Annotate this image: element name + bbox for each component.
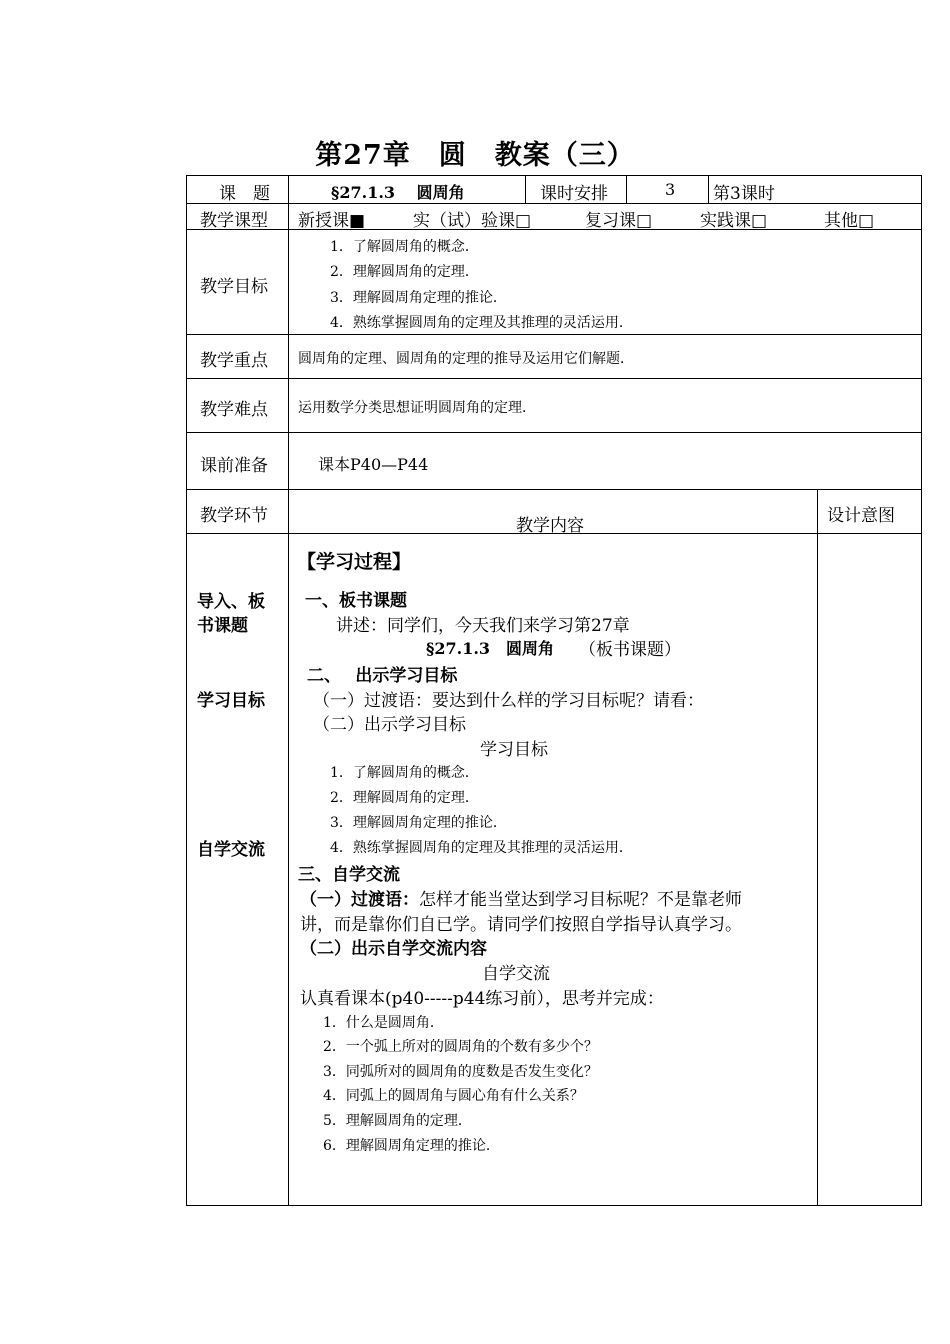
self-study-item: 6．理解圆周角定理的推论． <box>323 1138 500 1154</box>
page-title: 第27章 圆 教案（三） <box>315 140 635 171</box>
key-points-label: 教学重点 <box>200 351 268 371</box>
content-line-bold: （二）出示自学交流内容 <box>300 939 487 959</box>
preparation-text: 课本P40—P44 <box>318 455 429 474</box>
content-line-bold: §27.1.3 圆周角 <box>426 639 555 658</box>
schedule-value: 第3课时 <box>713 184 775 204</box>
goal-item: 3．理解圆周角定理的推论． <box>330 815 507 831</box>
learning-process-heading: 【学习过程】 <box>297 551 412 573</box>
self-study-item: 1．什么是圆周角． <box>323 1015 444 1031</box>
content-line: （一）过渡语：要达到什么样的学习目标呢？请看： <box>313 691 704 711</box>
topic-label: 课 题 <box>219 184 270 204</box>
type-option-review: 复习课□ <box>585 211 653 231</box>
content-line <box>300 885 742 910</box>
schedule-label: 课时安排 <box>540 184 608 204</box>
content-line: 讲述：同学们，今天我们来学习第27章 <box>336 616 630 636</box>
content-subheading: 学习目标 <box>480 740 548 760</box>
goal-item: 4．熟练掌握圆周角的定理及其推理的灵活运用． <box>330 840 633 856</box>
row-divider <box>186 489 922 490</box>
difficulties-label: 教学难点 <box>200 400 268 420</box>
stage-label: 自学交流 <box>197 840 265 860</box>
type-label: 教学课型 <box>200 211 268 231</box>
table-border-bottom <box>186 1205 922 1206</box>
difficulties-text: 运用数学分类思想证明圆周角的定理． <box>298 400 536 416</box>
section-title: 一、板书课题 <box>305 591 407 611</box>
self-study-item: 5．理解圆周角的定理． <box>323 1113 472 1129</box>
table-border-right <box>921 175 922 1206</box>
self-study-item: 2．一个弧上所对的圆周角的个数有多少个？ <box>323 1039 598 1055</box>
column-divider <box>817 489 818 1206</box>
self-study-item: 3．同弧所对的圆周角的度数是否发生变化？ <box>323 1064 598 1080</box>
row-divider <box>186 229 922 230</box>
key-points-text: 圆周角的定理、圆周角的定理的推导及运用它们解题． <box>298 351 634 367</box>
goals-label: 教学目标 <box>200 277 268 297</box>
content-line-rest: 怎样才能当堂达到学习目标呢？不是靠老师 <box>419 890 742 910</box>
topic-value: §27.1.3 圆周角 <box>331 183 465 202</box>
content-line: 认真看课本(p40-----p44练习前），思考并完成： <box>300 989 664 1009</box>
table-border-left <box>186 175 187 1206</box>
column-divider <box>525 175 526 203</box>
goal-item: 1．了解圆周角的概念． <box>330 765 479 781</box>
column-divider <box>288 175 289 1206</box>
type-option-lab: 实（试）验课□ <box>413 211 532 231</box>
content-subheading: 自学交流 <box>482 964 550 984</box>
goal-item: 2．理解圆周角的定理． <box>330 790 479 806</box>
type-option-other: 其他□ <box>824 211 875 231</box>
content-column-heading: 教学内容 <box>516 516 584 536</box>
row-divider <box>186 334 922 335</box>
preparation-label: 课前准备 <box>200 456 268 476</box>
column-divider <box>708 175 709 203</box>
goal-item: 2．理解圆周角的定理． <box>330 264 479 280</box>
self-study-item: 4．同弧上的圆周角与圆心角有什么关系？ <box>323 1088 584 1104</box>
stage-label: 书课题 <box>197 616 248 636</box>
content-line: （二）出示学习目标 <box>313 715 466 735</box>
goal-item: 3．理解圆周角定理的推论． <box>330 290 507 306</box>
type-option-practice: 实践课□ <box>700 211 768 231</box>
content-line: （板书课题） <box>579 640 681 660</box>
stage-column-heading: 教学环节 <box>200 506 268 526</box>
column-divider <box>626 175 627 203</box>
content-line: 讲，而是靠你们自已学。请同学们按照自学指导认真学习。 <box>300 915 742 935</box>
stage-label: 学习目标 <box>197 691 265 711</box>
row-divider <box>186 432 922 433</box>
section-title: 三、自学交流 <box>298 865 400 885</box>
goal-item: 1．了解圆周角的概念． <box>330 239 479 255</box>
type-option-new: 新授课■ <box>298 211 366 231</box>
stage-label: 导入、板 <box>197 592 265 612</box>
content-line-bold: （一）过渡语： <box>300 890 419 910</box>
section-title: 二、 出示学习目标 <box>307 666 458 686</box>
intent-column-heading: 设计意图 <box>827 506 895 526</box>
goal-item: 4．熟练掌握圆周角的定理及其推理的灵活运用． <box>330 315 633 331</box>
table-border-top <box>186 175 922 176</box>
schedule-count: 3 <box>665 180 676 199</box>
row-divider <box>186 378 922 379</box>
